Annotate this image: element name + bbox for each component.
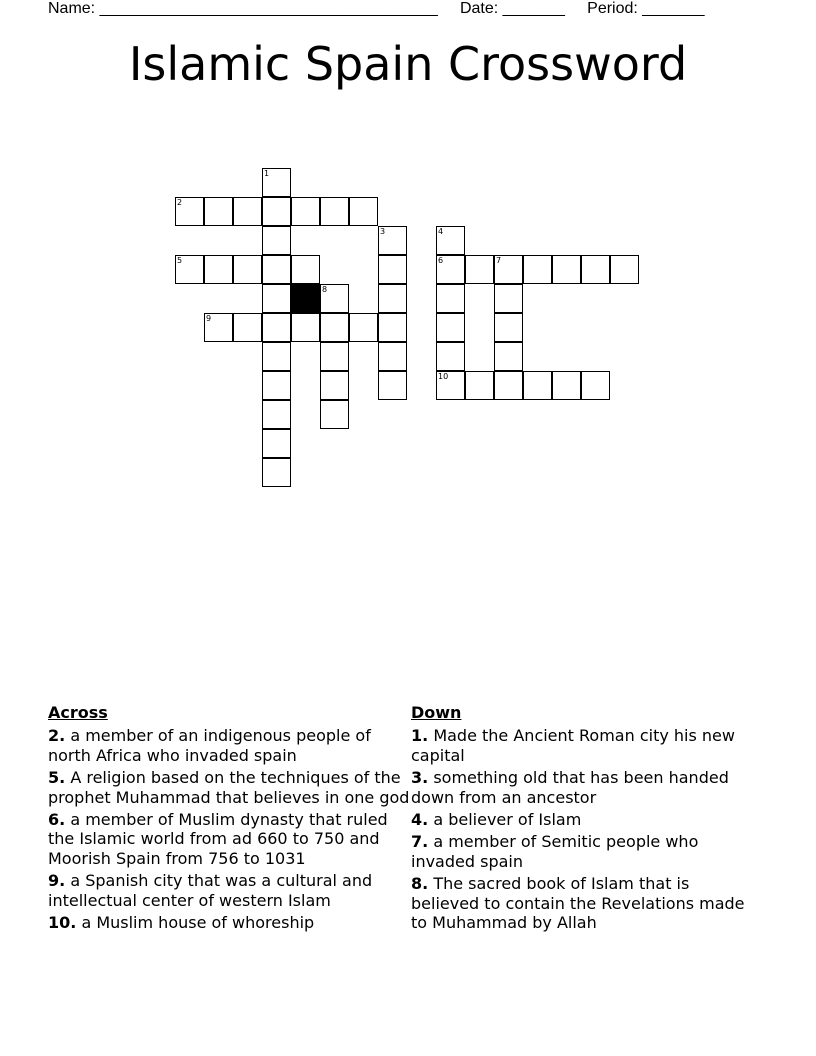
grid-cell[interactable] bbox=[436, 255, 465, 284]
grid-cell[interactable] bbox=[378, 284, 407, 313]
clue-text: Made the Ancient Roman city his new capital bbox=[411, 726, 735, 765]
grid-cell[interactable] bbox=[262, 458, 291, 487]
grid-cell[interactable] bbox=[233, 197, 262, 226]
grid-cell[interactable] bbox=[436, 284, 465, 313]
grid-cell[interactable] bbox=[175, 255, 204, 284]
grid-cell[interactable] bbox=[349, 313, 378, 342]
clue-number: 4. bbox=[411, 810, 429, 830]
grid-cell[interactable] bbox=[523, 371, 552, 400]
grid-cell[interactable] bbox=[523, 255, 552, 284]
clue-text: a member of Muslim dynasty that ruled the Islamic world from ad 660 to 750 and Moorish Spain from 756 to 1031 bbox=[48, 810, 388, 868]
grid-cell[interactable] bbox=[262, 400, 291, 429]
grid-cell[interactable] bbox=[262, 429, 291, 458]
grid-cell[interactable] bbox=[610, 255, 639, 284]
across-heading: Across bbox=[48, 703, 108, 722]
grid-cell[interactable] bbox=[552, 371, 581, 400]
grid-cell[interactable] bbox=[436, 371, 465, 400]
clue-text: a member of Semitic people who invaded spain bbox=[411, 832, 699, 871]
clue-text: A religion based on the techniques of the prophet Muhammad that believes in one god bbox=[48, 768, 410, 807]
name-date-period-header: Name: ______________________________________ Date: _______ Period: _______ bbox=[48, 0, 705, 17]
clue-text: a member of an indigenous people of north Africa who invaded spain bbox=[48, 726, 371, 765]
down-heading: Down bbox=[411, 703, 462, 722]
grid-cell[interactable] bbox=[378, 371, 407, 400]
grid-cell[interactable] bbox=[262, 313, 291, 342]
grid-cell[interactable] bbox=[436, 313, 465, 342]
grid-cell-black bbox=[291, 284, 320, 313]
clue-number: 10. bbox=[48, 913, 77, 933]
grid-cell[interactable] bbox=[378, 342, 407, 371]
grid-cell[interactable] bbox=[262, 226, 291, 255]
grid-cell[interactable] bbox=[494, 342, 523, 371]
clue bbox=[411, 874, 756, 932]
clue bbox=[48, 810, 413, 868]
clue bbox=[411, 768, 756, 807]
grid-cell[interactable] bbox=[465, 371, 494, 400]
grid-cell[interactable] bbox=[262, 168, 291, 197]
grid-cell[interactable] bbox=[320, 400, 349, 429]
grid-cell[interactable] bbox=[494, 255, 523, 284]
clue bbox=[48, 913, 413, 932]
clue-number: 3. bbox=[411, 768, 429, 788]
clue-number: 8. bbox=[411, 874, 429, 894]
grid-cell[interactable] bbox=[291, 255, 320, 284]
grid-cell[interactable] bbox=[320, 313, 349, 342]
grid-cell[interactable] bbox=[378, 255, 407, 284]
grid-cell[interactable] bbox=[494, 371, 523, 400]
grid-cell[interactable] bbox=[436, 342, 465, 371]
grid-cell[interactable] bbox=[552, 255, 581, 284]
down-clues bbox=[411, 703, 756, 935]
clue-number-label: 1 bbox=[264, 169, 270, 178]
clue-number-label: 7 bbox=[496, 256, 502, 265]
page-title: Islamic Spain Crossword bbox=[128, 37, 688, 91]
grid-cell[interactable] bbox=[175, 197, 204, 226]
clue-number: 5. bbox=[48, 768, 66, 788]
clue-text: something old that has been handed down from an ancestor bbox=[411, 768, 729, 807]
clue-number-label: 9 bbox=[206, 314, 212, 323]
grid-cell[interactable] bbox=[494, 284, 523, 313]
across-clues bbox=[48, 703, 413, 935]
grid-cell[interactable] bbox=[233, 313, 262, 342]
clue-text: The sacred book of Islam that is believed to contain the Revelations made to Muhammad by Allah bbox=[411, 874, 745, 933]
clue-number: 7. bbox=[411, 832, 429, 852]
grid-cell[interactable] bbox=[378, 313, 407, 342]
clue-number: 2. bbox=[48, 726, 66, 746]
grid-cell[interactable] bbox=[291, 313, 320, 342]
grid-cell[interactable] bbox=[581, 371, 610, 400]
grid-cell[interactable] bbox=[320, 284, 349, 313]
grid-cell[interactable] bbox=[262, 255, 291, 284]
crossword-grid bbox=[0, 0, 816, 520]
grid-cell[interactable] bbox=[291, 197, 320, 226]
clue-number: 1. bbox=[411, 726, 429, 746]
clue-number-label: 4 bbox=[438, 227, 444, 236]
clue bbox=[48, 726, 413, 765]
grid-cell[interactable] bbox=[204, 313, 233, 342]
clue-number-label: 2 bbox=[177, 198, 183, 207]
clue-number-label: 5 bbox=[177, 256, 183, 265]
clue-text: a Muslim house of whoreship bbox=[81, 913, 315, 933]
grid-cell[interactable] bbox=[233, 255, 262, 284]
grid-cell[interactable] bbox=[204, 255, 233, 284]
clue bbox=[411, 832, 756, 871]
grid-cell[interactable] bbox=[262, 197, 291, 226]
grid-cell[interactable] bbox=[262, 284, 291, 313]
clue-text: a believer of Islam bbox=[433, 810, 582, 830]
clue-text: a Spanish city that was a cultural and intellectual center of western Islam bbox=[48, 871, 373, 910]
grid-cell[interactable] bbox=[262, 342, 291, 371]
clue bbox=[411, 810, 756, 829]
grid-cell[interactable] bbox=[349, 197, 378, 226]
clue-number-label: 10 bbox=[438, 372, 449, 381]
grid-cell[interactable] bbox=[494, 313, 523, 342]
clue-number-label: 8 bbox=[322, 285, 328, 294]
grid-cell[interactable] bbox=[378, 226, 407, 255]
grid-cell[interactable] bbox=[320, 342, 349, 371]
grid-cell[interactable] bbox=[204, 197, 233, 226]
clue-number-label: 6 bbox=[438, 256, 444, 265]
grid-cell[interactable] bbox=[465, 255, 494, 284]
clue bbox=[411, 726, 756, 765]
clue-number: 6. bbox=[48, 810, 66, 830]
grid-cell[interactable] bbox=[262, 371, 291, 400]
clue-number: 9. bbox=[48, 871, 66, 891]
grid-cell[interactable] bbox=[320, 371, 349, 400]
grid-cell[interactable] bbox=[436, 226, 465, 255]
clue bbox=[48, 768, 413, 807]
clue bbox=[48, 871, 413, 910]
grid-cell[interactable] bbox=[581, 255, 610, 284]
grid-cell[interactable] bbox=[320, 197, 349, 226]
clue-number-label: 3 bbox=[380, 227, 386, 236]
